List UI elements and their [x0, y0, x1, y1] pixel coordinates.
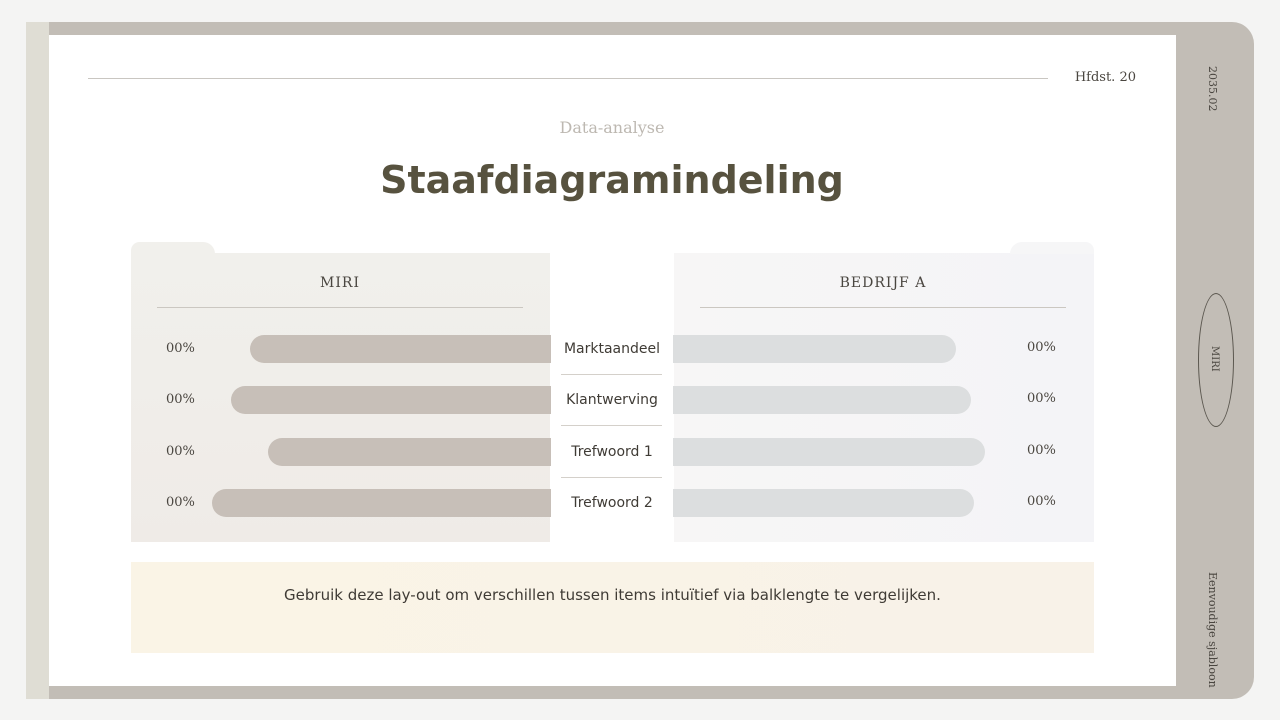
side-tab-date: 2035.02: [1206, 66, 1219, 112]
series-rule-left: [157, 307, 523, 308]
bar-right-2: [673, 438, 985, 466]
bar-right-0: [673, 335, 956, 363]
category-separator-1: [561, 425, 662, 426]
bar-right-3: [673, 489, 974, 517]
value-label-right-3: 00%: [1027, 493, 1056, 509]
page-subtitle: Data-analyse: [559, 118, 665, 137]
category-label-1: Klantwerving: [566, 392, 658, 409]
category-separator-2: [561, 477, 662, 478]
category-label-2: Trefwoord 1: [571, 443, 653, 460]
chapter-label: Hfdst. 20: [1074, 70, 1136, 85]
bar-left-3: [212, 489, 551, 517]
value-label-left-2: 00%: [166, 443, 195, 459]
value-label-right-2: 00%: [1027, 442, 1056, 458]
value-label-left-3: 00%: [166, 494, 195, 510]
bar-left-0: [250, 335, 551, 363]
header-rule: [88, 78, 1048, 79]
category-label-3: Trefwoord 2: [571, 494, 653, 511]
note-box: [131, 562, 1094, 653]
note-text: Gebruik deze lay-out om verschillen tussen items intuïtief via balklengte te vergelijken.: [284, 586, 941, 604]
series-label-left: MIRI: [320, 275, 360, 291]
value-label-right-1: 00%: [1027, 391, 1056, 407]
page-title: Staafdiagramindeling: [380, 158, 844, 202]
value-label-left-1: 00%: [166, 392, 195, 408]
value-label-right-0: 00%: [1027, 340, 1056, 355]
bar-right-1: [673, 386, 971, 414]
side-tab-template: Eenvoudige sjabloon: [1206, 572, 1219, 688]
bar-left-2: [268, 438, 551, 466]
bar-left-1: [231, 386, 551, 414]
series-label-right: BEDRIJF A: [839, 275, 927, 291]
value-label-left-0: 00%: [166, 341, 195, 356]
series-rule-right: [700, 307, 1066, 308]
category-label-0: Marktaandeel: [563, 341, 661, 357]
side-tab-name: MIRI: [1209, 346, 1220, 372]
category-separator-0: [561, 374, 662, 375]
